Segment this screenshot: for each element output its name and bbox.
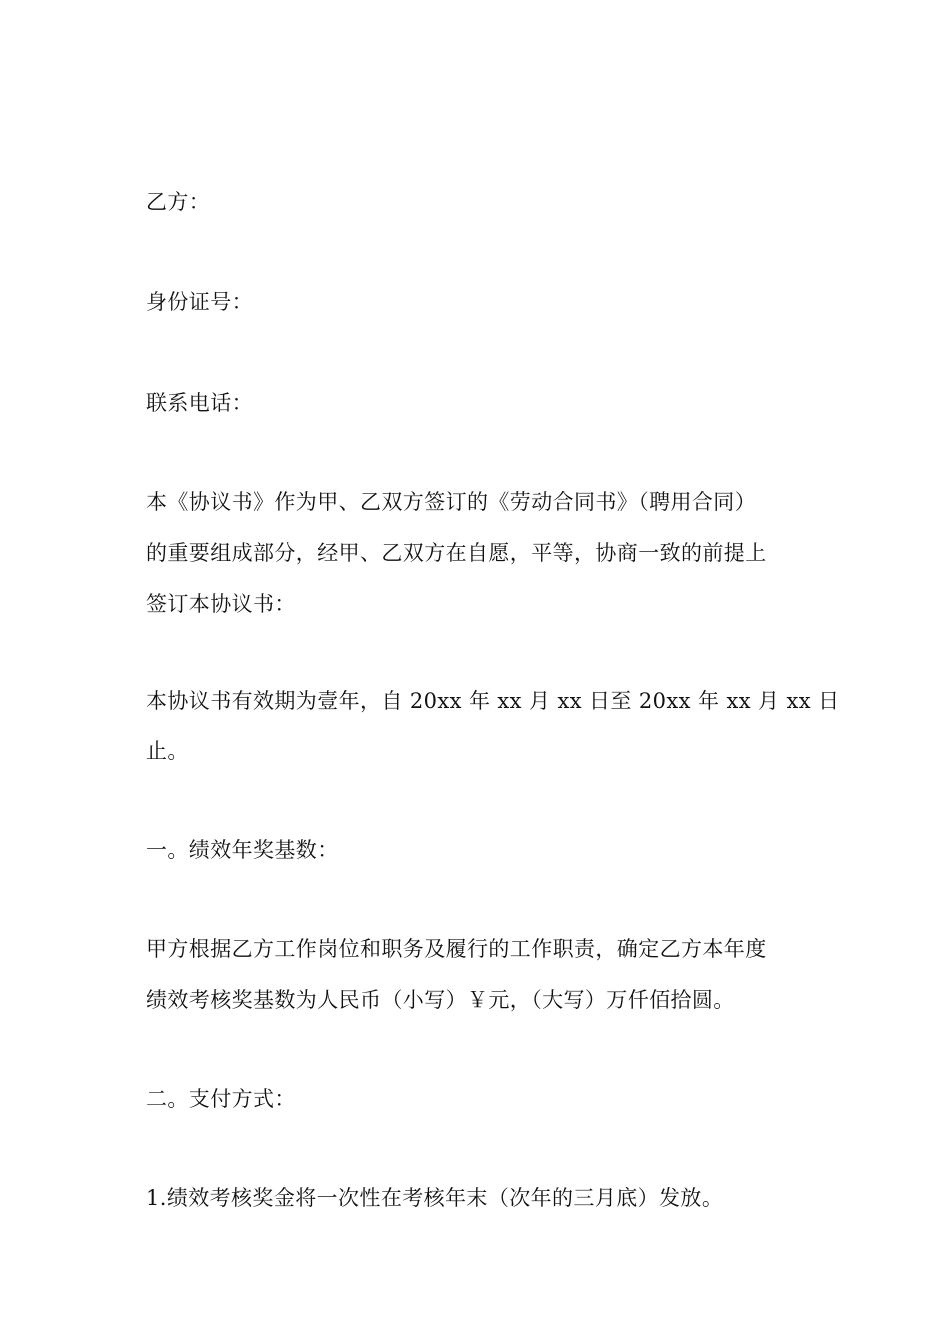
- id-number-label: 身份证号：: [146, 290, 253, 314]
- party-b-label: 乙方：: [146, 190, 211, 214]
- section-1-heading: 一。绩效年奖基数：: [146, 838, 339, 862]
- intro-paragraph-line-1: 本《协议书》作为甲、乙双方签订的《劳动合同书》（聘用合同）: [146, 490, 757, 514]
- section-1-paragraph-line-1: 甲方根据乙方工作岗位和职务及履行的工作职责，确定乙方本年度: [146, 937, 767, 961]
- validity-paragraph-line-1: 本协议书有效期为壹年，自 20xx 年 xx 月 xx 日至 20xx 年 xx 月 xx 日: [146, 689, 840, 713]
- intro-paragraph-line-2: 的重要组成部分，经甲、乙双方在自愿，平等，协商一致的前提上: [146, 541, 767, 565]
- section-1-paragraph-line-2: 绩效考核奖基数为人民币（小写）￥元，（大写）万仟佰拾圆。: [146, 988, 735, 1012]
- validity-paragraph-line-2: 止。: [146, 739, 189, 763]
- section-2-item-1: 1.绩效考核奖金将一次性在考核年末（次年的三月底）发放。: [146, 1186, 724, 1210]
- intro-paragraph-line-3: 签订本协议书：: [146, 592, 296, 616]
- phone-label: 联系电话：: [146, 391, 253, 415]
- section-2-heading: 二。支付方式：: [146, 1087, 296, 1111]
